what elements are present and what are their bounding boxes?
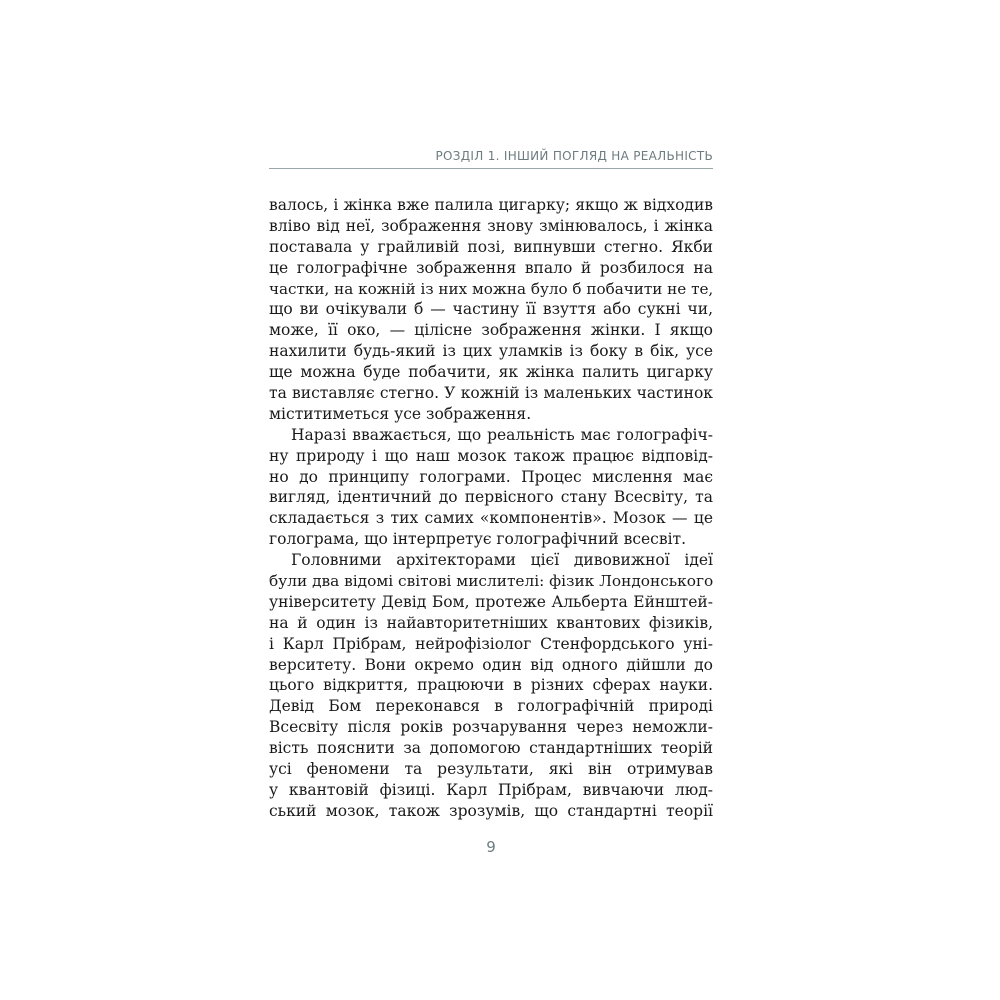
text-line: та виставляє стегно. У кожній із маленьких частинок [269,384,713,403]
page-number: 9 [486,838,496,856]
text-line: усі феномени та результати, які він отримував [269,760,713,779]
body-text [269,195,713,822]
text-line: валось, і жінка вже палила цигарку; якщо ж відходив [269,196,713,214]
text-line: ще можна буде побачити, як жінка палить цигарку [269,363,713,382]
text-line: це голографічне зображення впало й розбилося на [269,258,713,277]
text-line: ну природу і що наш мозок також працює відповід- [269,446,713,465]
text-line: Наразі вважається, що реальність має голографіч- [291,425,713,444]
text-line: цього відкриття, працюючи в різних сферах науки. [269,676,713,695]
text-line: ський мозок, також зрозумів, що стандартні теорії [269,801,713,820]
text-line: поставала у грайливій позі, випнувши стегно. Якби [269,237,713,256]
text-line: вість пояснити за допомогою стандартніших теорій [269,739,713,758]
text-line: голограма, що інтерпретує голографічний всесвіт. [269,530,687,549]
paragraph [269,425,713,550]
text-line: може, її око, — цілісне зображення жінки. І якщо [269,321,713,340]
running-header: РОЗДІЛ 1. ІНШИЙ ПОГЛЯД НА РЕАЛЬНІСТЬ [435,149,713,163]
text-line: частки, на кожній із них можна було б побачити не те, [269,279,714,298]
text-line: і Карл Прібрам, нейрофізіолог Стенфордського уні- [269,634,713,653]
text-line: на й один із найавторитетніших квантових фізиків, [269,613,713,632]
text-line: міститиметься усе зображення. [269,404,532,423]
paragraph [269,550,713,822]
text-line: складається з тих самих «компонентів». Мозок — це [269,509,713,528]
header-rule [269,168,713,169]
text-line: вліво від неї, зображення знову змінювалось, і жінка [269,216,713,235]
text-line: були два відомі світові мислителі: фізик Лондонського [269,572,714,591]
text-line: но до принципу голограми. Процес мислення має [269,467,713,486]
text-line: нахилити будь-який із цих уламків із боку в бік, усе [269,342,713,361]
text-line: що ви очікували б — частину її взуття або сукні чи, [269,300,713,319]
paragraph [269,195,713,425]
text-line: університету Девід Бом, протеже Альберта Ейнштей- [269,592,713,611]
text-line: Головними архітекторами цієї дивовижної ідеї [291,551,713,570]
text-line: Девід Бом переконався в голографічній природі [269,697,713,716]
text-line: Всесвіту після років розчарування через неможли- [269,718,713,737]
text-line: вигляд, ідентичний до первісного стану Всесвіту, та [269,488,713,507]
text-line: у квантовій фізиці. Карл Прібрам, вивчаючи люд- [269,780,713,799]
text-line: верситету. Вони окремо один від одного дійшли до [269,655,713,674]
